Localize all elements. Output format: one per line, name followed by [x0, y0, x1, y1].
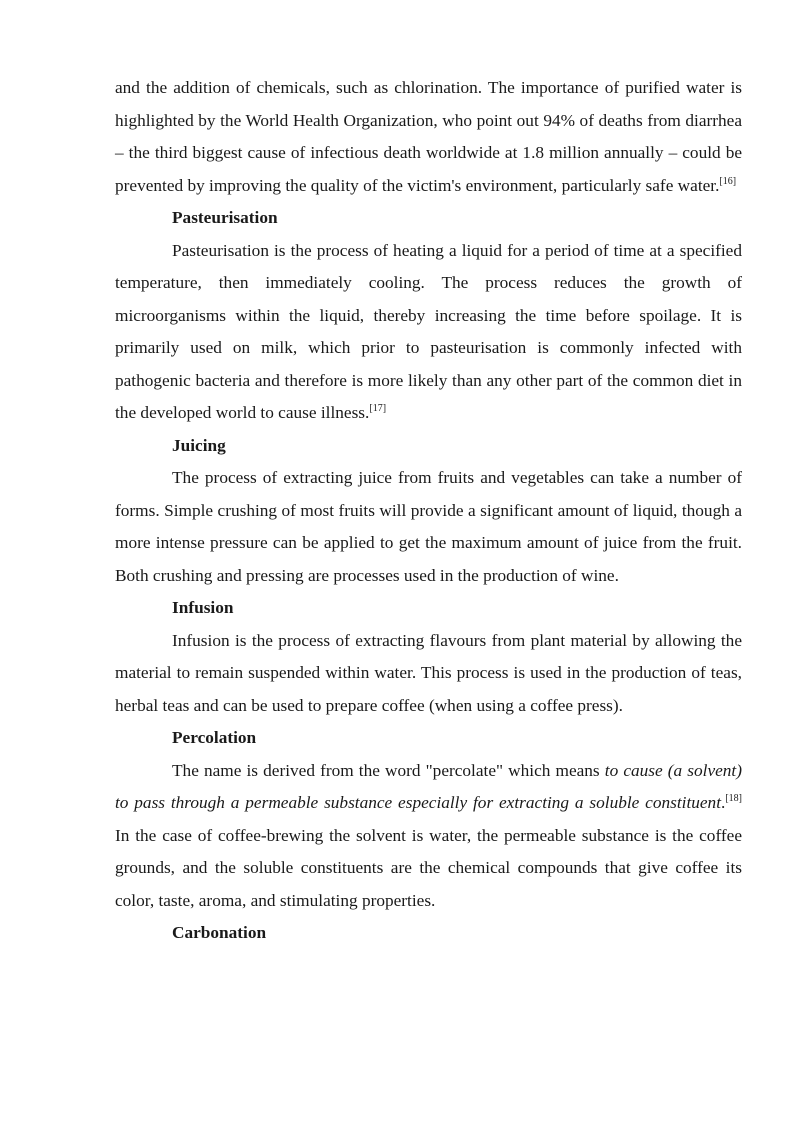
heading-carbonation: Carbonation [172, 923, 267, 942]
paragraph-juicing: The process of extracting juice from fruits and vegetables can take a number of forms. Simple crushing of most fruits will provide a significant amount of liquid, though a more intense pressure can be applied to get the maximum amount of juice from the fruit. Both crushing and pressing are processes used in the production of wine. [115, 468, 742, 585]
citation-18[interactable]: [18] [725, 793, 742, 804]
percolation-period: . [721, 793, 726, 812]
paragraph-infusion: Infusion is the process of extracting flavours from plant material by allowing the material to remain suspended within water. This process is used in the production of teas, herbal teas and can be used to prepare coffee (when using a coffee press). [115, 630, 742, 715]
heading-percolation: Percolation [172, 728, 257, 747]
pasteurisation-text: Pasteurisation is the process of heating a liquid for a period of time at a specified temperature, then immediately cooling. The process reduces the growth of microorganisms within the liquid, thereby increasing the time before spoilage. It is primarily used on milk, which prior to pasteurisation is commonly infected with pathogenic bacteria and therefore is more likely than any other part of the common diet in the developed world to cause illness. [115, 240, 742, 422]
citation-16[interactable]: [16] [719, 175, 737, 187]
percolation-text-after: In the case of coffee-brewing the solvent is water, the permeable substance is the coffee grounds, and the soluble constituents are the chemical compounds that give coffee its color, taste, aroma, and stimulating properties. [115, 825, 742, 910]
paragraph-pasteurisation [115, 235, 742, 430]
percolation-text-before: The name is derived from the word "percolate" which means [172, 760, 605, 780]
heading-pasteurisation: Pasteurisation [172, 208, 278, 227]
percolation-definition: to cause (a solvent) to pass through a permeable substance especially for extracting a soluble constituent [115, 760, 742, 812]
document-page [115, 72, 742, 950]
heading-juicing: Juicing [172, 435, 226, 455]
paragraph-percolation [115, 755, 742, 918]
heading-infusion: Infusion [172, 598, 234, 617]
intro-text: and the addition of chemicals, such as chlorination. The importance of purified water is highlighted by the World Health Organization, who point out 94% of deaths from diarrhea – the third biggest cause of infectious death worldwide at 1.8 million annually – could be prevented by improving the quality of the victim's environment, particularly safe water. [115, 78, 742, 195]
intro-paragraph [115, 72, 742, 202]
citation-17[interactable]: [17] [369, 403, 387, 414]
